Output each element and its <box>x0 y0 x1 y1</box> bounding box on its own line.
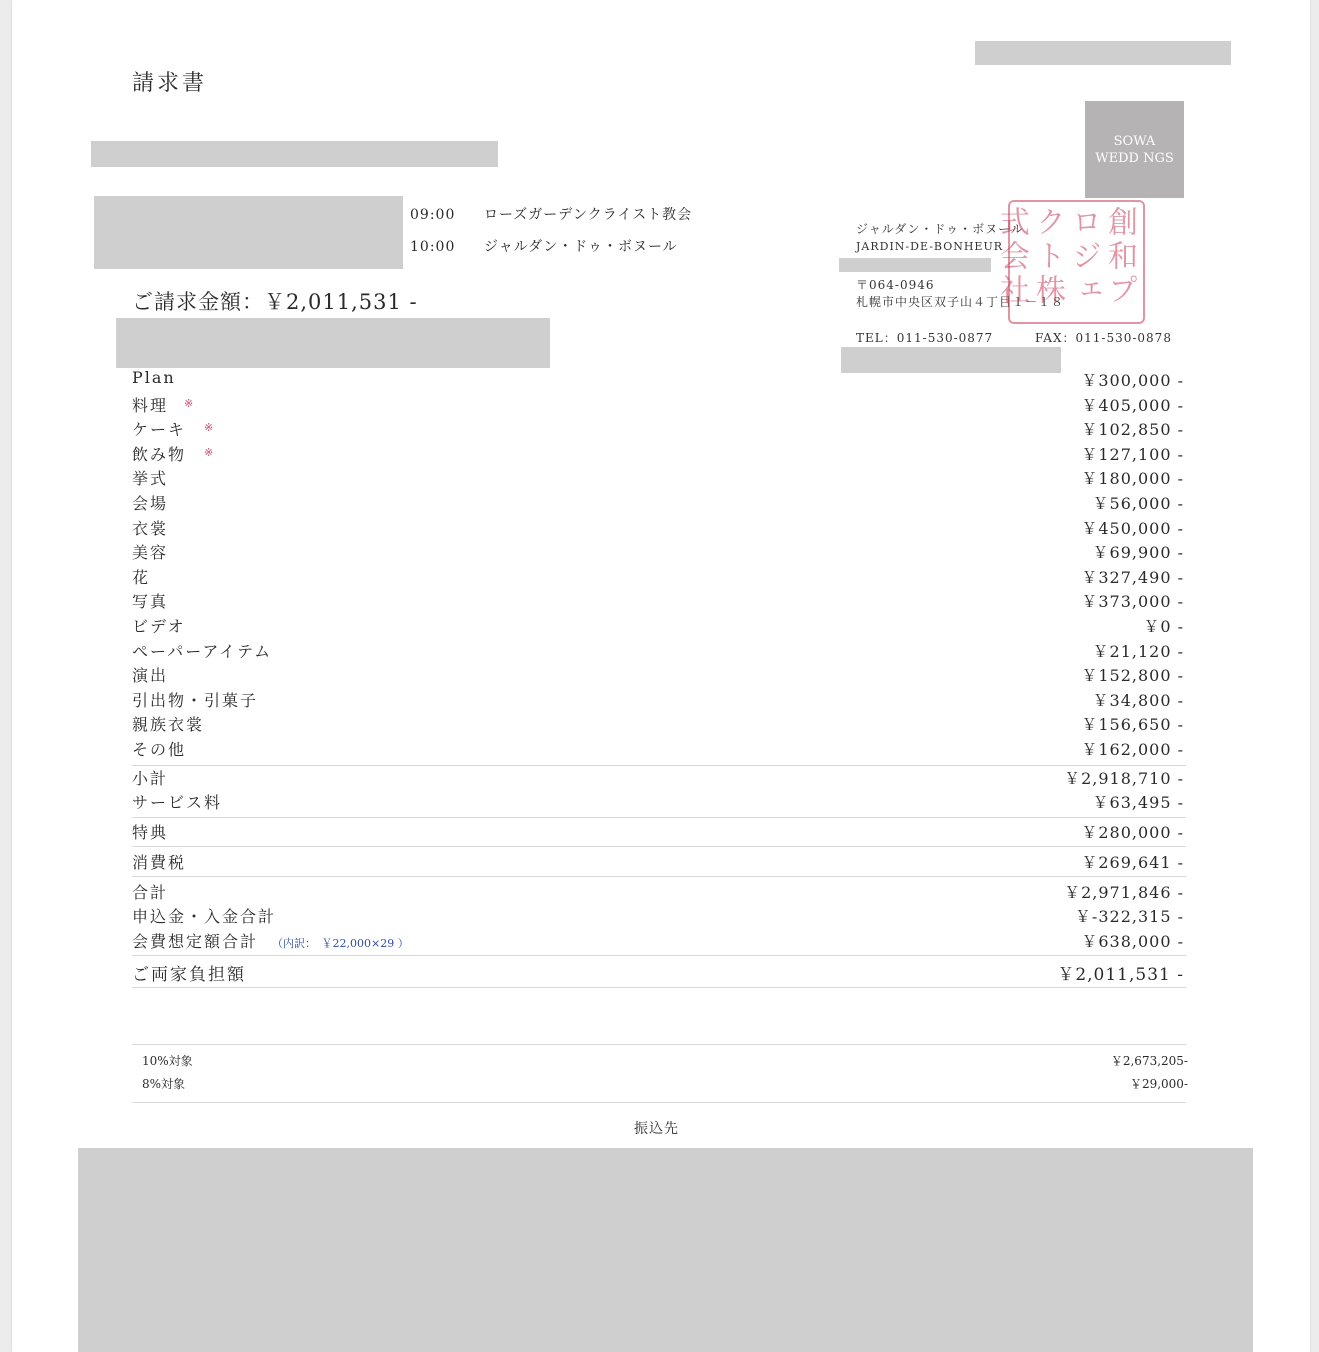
row-label: 10%対象 <box>142 1054 193 1068</box>
row-value: ￥102,850 - <box>1081 420 1184 440</box>
line-item-row <box>132 614 1184 636</box>
row-value: ￥29,000- <box>1129 1077 1188 1091</box>
venue-postal: 〒064-0946 <box>856 278 935 292</box>
row-label: 挙式 <box>132 469 169 489</box>
redacted-block <box>116 318 550 368</box>
line-item-row <box>132 688 1184 710</box>
redacted-block <box>975 41 1231 65</box>
logo-line: WEDD NGS <box>1095 151 1174 166</box>
row-value: ￥269,641 - <box>1081 853 1184 872</box>
logo-line: SOWA <box>1113 134 1156 149</box>
row-value: ￥0 - <box>1143 617 1184 636</box>
venue-tel: TEL：011-530-0877 <box>856 331 994 345</box>
redacted-block <box>94 196 403 269</box>
row-value: ￥180,000 - <box>1081 469 1184 489</box>
row-label: 料理 <box>132 395 169 415</box>
bank-transfer-title: 振込先 <box>634 1121 679 1137</box>
row-value: ￥2,673,205- <box>1110 1054 1188 1068</box>
subtotal-row <box>132 766 1184 788</box>
venue-address: 札幌市中央区双子山４丁目１－１８ <box>856 295 1065 309</box>
divider <box>132 1044 1186 1045</box>
row-value: ￥69,900 - <box>1092 543 1184 563</box>
row-label: ペーパーアイテム <box>132 641 273 661</box>
row-label: ご両家負担額 <box>132 965 246 985</box>
row-value: ￥2,011,531 - <box>1057 965 1184 985</box>
redacted-block <box>78 1148 1253 1352</box>
venue-fax: FAX：011-530-0878 <box>1035 331 1172 345</box>
row-label: 消費税 <box>132 853 187 872</box>
deposit-row <box>132 904 1184 926</box>
asterisk-mark: ※ <box>184 396 194 410</box>
row-value: ￥34,800 - <box>1092 690 1184 710</box>
line-item-row <box>132 466 1184 488</box>
line-item-row <box>132 393 1184 415</box>
line-item-row <box>132 737 1184 759</box>
row-label: Plan <box>132 368 176 387</box>
row-label: 花 <box>132 567 151 587</box>
schedule-place: ジャルダン・ドゥ・ボヌール <box>484 239 678 255</box>
company-seal: 創和プロジェクト株式会社 <box>1008 200 1145 324</box>
venue-name-en: JARDIN-DE-BONHEUR <box>856 240 1004 253</box>
divider <box>132 876 1186 877</box>
benefit-row <box>132 820 1184 842</box>
row-label: 合計 <box>132 883 169 902</box>
row-value: ￥156,650 - <box>1081 715 1184 735</box>
tax-10-row <box>142 1052 1188 1070</box>
line-item-row <box>132 639 1184 661</box>
row-value: ￥162,000 - <box>1081 740 1184 759</box>
row-value: ￥405,000 - <box>1081 395 1184 415</box>
row-label: 演出 <box>132 666 169 686</box>
divider <box>132 1102 1186 1103</box>
line-item-row <box>132 442 1184 464</box>
row-value: ￥450,000 - <box>1081 518 1184 538</box>
line-item-row <box>132 417 1184 439</box>
line-item-row <box>132 516 1184 538</box>
row-label: 特典 <box>132 823 169 842</box>
divider <box>132 955 1186 956</box>
schedule-row <box>410 236 678 256</box>
line-item-row <box>132 540 1184 562</box>
row-label: 親族衣裳 <box>132 715 205 735</box>
row-label: その他 <box>132 740 187 759</box>
schedule-time: 09:00 <box>410 207 456 223</box>
row-value: ￥-322,315 - <box>1074 907 1184 926</box>
asterisk-mark: ※ <box>204 445 214 459</box>
document-title: 請求書 <box>132 71 208 96</box>
divider <box>132 817 1186 818</box>
row-label: サービス料 <box>132 793 223 812</box>
row-value: ￥21,120 - <box>1092 641 1184 661</box>
row-value: ￥300,000 - <box>1081 371 1184 390</box>
line-item-row <box>132 565 1184 587</box>
line-item-row <box>132 663 1184 685</box>
amount-due: ご請求金額：￥2,011,531 - <box>132 290 418 314</box>
schedule-time: 10:00 <box>410 239 456 255</box>
fee-note: （内訳： ￥22,000×29 ） <box>272 937 409 950</box>
row-label: 引出物・引菓子 <box>132 690 259 710</box>
divider <box>132 846 1186 847</box>
row-label: ケーキ <box>132 420 187 440</box>
tax-8-row <box>142 1075 1188 1093</box>
row-label: 8%対象 <box>142 1077 186 1091</box>
schedule-row <box>410 204 692 224</box>
row-value: ￥280,000 - <box>1081 823 1184 842</box>
service-row <box>132 790 1184 812</box>
family-row <box>132 960 1184 985</box>
row-label: 美容 <box>132 543 169 563</box>
row-value: ￥127,100 - <box>1081 444 1184 464</box>
row-value: ￥63,495 - <box>1092 793 1184 812</box>
redacted-block <box>91 141 498 167</box>
divider <box>132 987 1186 988</box>
redacted-block <box>839 258 991 272</box>
fee-row <box>132 929 1184 951</box>
row-value: ￥56,000 - <box>1092 494 1184 513</box>
row-label: 写真 <box>132 592 169 612</box>
line-item-row <box>132 368 1184 390</box>
row-value: ￥638,000 - <box>1081 932 1184 951</box>
line-item-row <box>132 589 1184 611</box>
row-value: ￥327,490 - <box>1081 567 1184 587</box>
row-value: ￥2,918,710 - <box>1064 769 1184 788</box>
row-value: ￥373,000 - <box>1081 592 1184 612</box>
line-item-row <box>132 491 1184 513</box>
row-value: ￥2,971,846 - <box>1064 883 1184 902</box>
line-item-row <box>132 712 1184 734</box>
row-label: ビデオ <box>132 617 186 636</box>
row-label: 小計 <box>132 769 169 788</box>
row-label: 会場 <box>132 494 169 513</box>
row-label: 衣裳 <box>132 518 169 538</box>
schedule-place: ローズガーデンクライスト教会 <box>484 207 693 223</box>
row-label: 申込金・入金合計 <box>132 907 277 926</box>
total-row <box>132 880 1184 902</box>
fee-label: 会費想定額合計 <box>132 932 259 951</box>
row-value: ￥152,800 - <box>1081 666 1184 686</box>
row-label: 飲み物 <box>132 444 187 464</box>
asterisk-mark: ※ <box>204 421 214 435</box>
company-logo <box>1085 101 1184 198</box>
row-label <box>132 929 409 952</box>
tax-row <box>132 850 1184 872</box>
venue-name-ja: ジャルダン・ドゥ・ボヌール <box>856 222 1024 236</box>
